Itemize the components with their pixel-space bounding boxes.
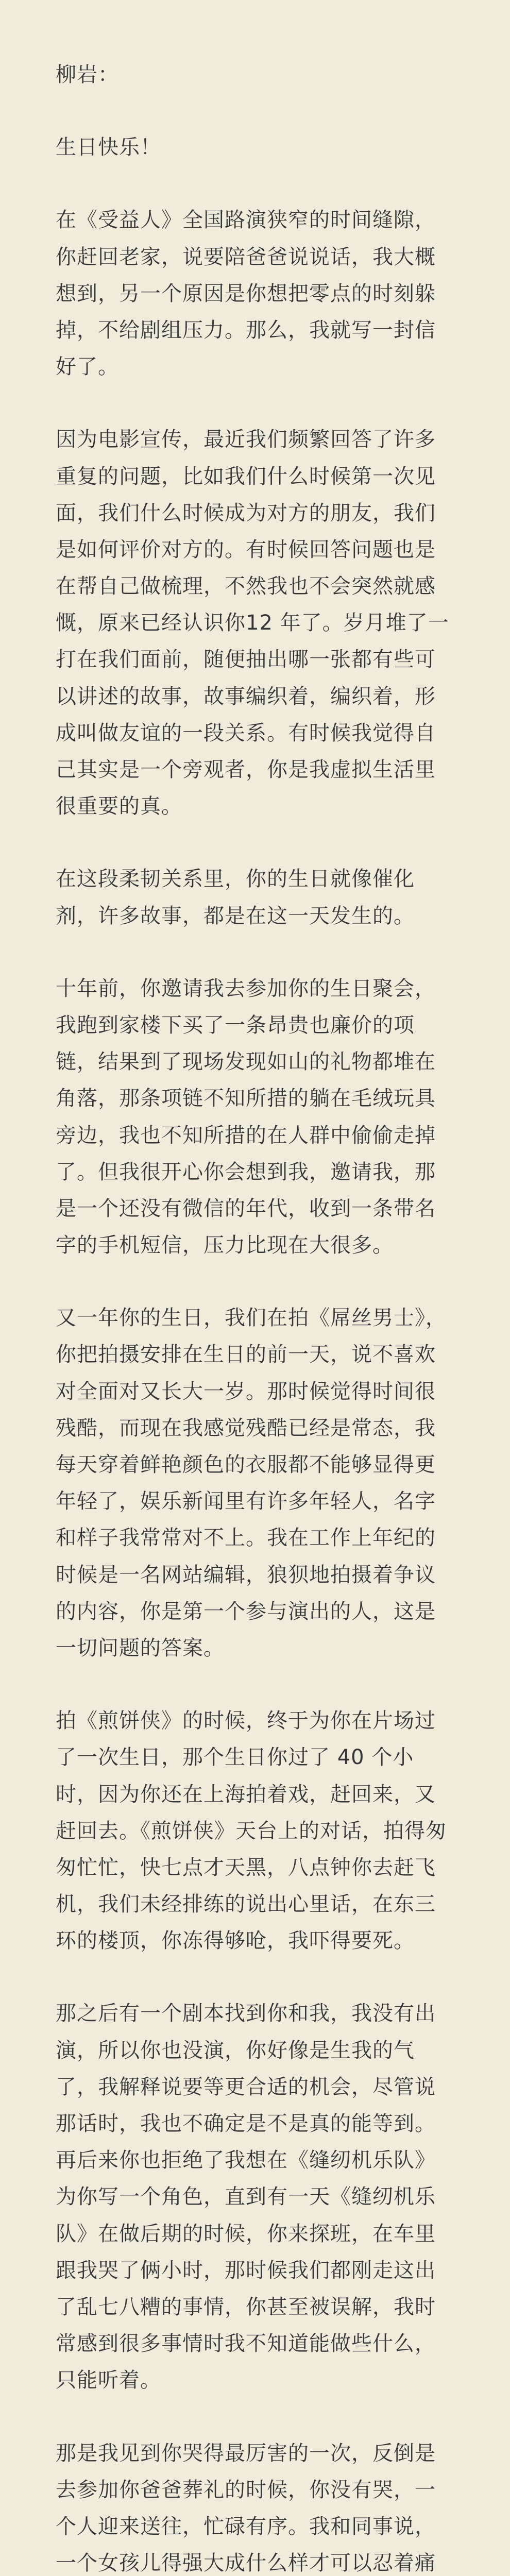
- paragraph-8: 那之后有一个剧本找到你和我，我没有出演，所以你也没演，你好像是生我的气了，我解释说要等更合适的机会，尽管说那话时，我也不确定是不是真的能等到。再后来你也拒绝了我想在《缝纫机乐队》为你写一个角色，直到有一天《缝纫机乐队》在做后期的时候，你来探班，在车里跟我哭了俩小时，那时候我们都刚走这出了乱七八糟的事情，你甚至被误解，我时常感到很多事情时我不知道能做些什么，只能听着。: [56, 2002, 436, 2393]
- paragraph-1: 生日快乐！: [56, 135, 161, 160]
- paragraph-2: 在《受益人》全国路演狭窄的时间缝隙，你赶回老家，说要陪爸爸说说话，我大概想到，另一个原因是你想把零点的时刻躲掉，不给剧组压力。那么，我就写一封信好了。: [56, 208, 436, 379]
- paragraph-9: 那是我见到你哭得最厉害的一次，反倒是去参加你爸爸葬礼的时候，你没有哭，一个人迎来送往，忙碌有序。我和同事说，一个女孩儿得强大成什么样才可以忍着痛: [56, 2441, 436, 2575]
- paragraph-6: 又一年你的生日，我们在拍《屌丝男士》，你把拍摄安排在生日的前一天，说不喜欢对全面对又长大一岁。那时候觉得时间很残酷，而现在我感觉残酷已经是常态，我每天穿着鲜艳颜色的衣服都不能够显得更年轻了，娱乐新闻里有许多年轻人，名字和样子我常常对不上。我在工作上年纪的时候是一名网站编辑，狼狈地拍摄着争议的内容，你是第一个参与演出的人，这是一切问题的答案。: [56, 1306, 447, 1660]
- salutation: 柳岩：: [56, 63, 119, 87]
- paragraph-4: 在这段柔韧关系里，你的生日就像催化剂，许多故事，都是在这一天发生的。: [56, 867, 415, 928]
- letter-body: [56, 57, 454, 2576]
- paragraph-5: 十年前，你邀请我去参加你的生日聚会，我跑到家楼下买了一条昂贵也廉价的项链，结果到了现场发现如山的礼物都堆在角落，那条项链不知所措的躺在毛绒玩具旁边，我也不知所措的在人群中偷偷走掉了。但我很开心你会想到我，邀请我，那是一个还没有微信的年代，收到一条带名字的手机短信，压力比现在大很多。: [56, 976, 436, 1258]
- paragraph-7: 拍《煎饼侠》的时候，终于为你在片场过了一次生日，那个生日你过了 40 个小时，因为你还在上海拍着戏，赶回来，又赶回去。《煎饼侠》天台上的对话，拍得匆匆忙忙，快七点才天黑，八点钟你去赶飞机，我们未经排练的说出心里话，在东三环的楼顶，你冻得够呛，我吓得要死。: [56, 1709, 447, 1953]
- paragraph-3: 因为电影宣传，最近我们频繁回答了许多重复的问题，比如我们什么时候第一次见面，我们什么时候成为对方的朋友，我们是如何评价对方的。有时候回答问题也是在帮自己做梳理，不然我也不会突然就感慨，原来已经认识你12 年了。岁月堆了一打在我们面前，随便抽出哪一张都有些可以讲述的故事，故事编织着，编织着，形成叫做友谊的一段关系。有时候我觉得自己其实是一个旁观者，你是我虚拟生活里很重要的真。: [56, 428, 449, 819]
